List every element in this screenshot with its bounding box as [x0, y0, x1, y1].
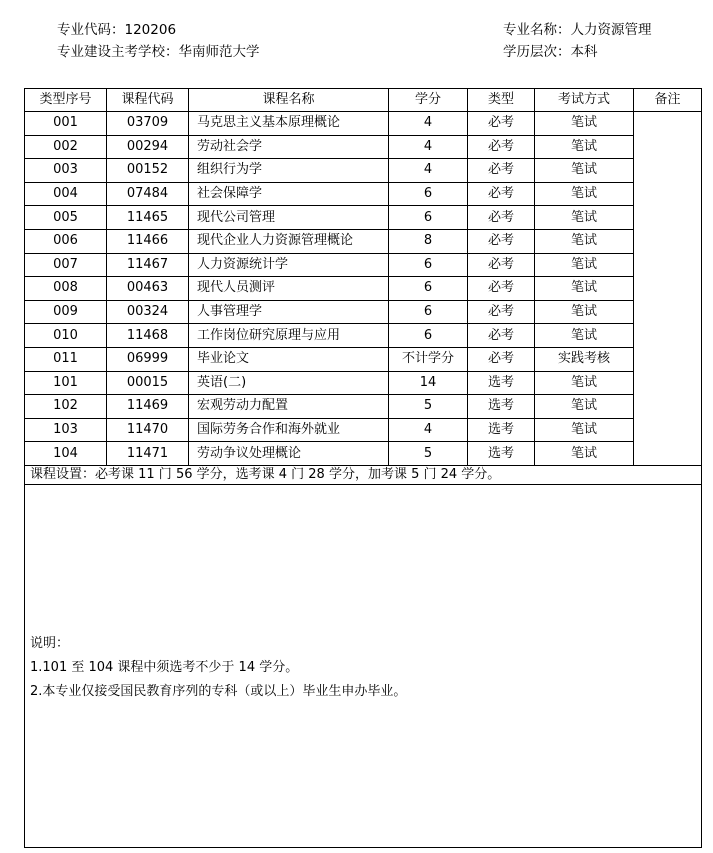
course-type: 必考 [468, 135, 535, 159]
col-header-remark: 备注 [634, 89, 702, 112]
course-seq: 001 [25, 112, 107, 136]
course-exam: 笔试 [535, 135, 634, 159]
course-code: 11468 [107, 324, 189, 348]
course-name: 国际劳务合作和海外就业 [189, 418, 389, 442]
course-type: 必考 [468, 347, 535, 371]
course-credit: 6 [389, 300, 468, 324]
course-credit: 不计学分 [389, 347, 468, 371]
course-code: 00294 [107, 135, 189, 159]
course-credit: 5 [389, 395, 468, 419]
course-credit: 6 [389, 182, 468, 206]
table-row [25, 347, 702, 371]
course-code: 11466 [107, 229, 189, 253]
note-item: 1.101 至 104 课程中须选考不少于 14 学分。 [30, 659, 299, 675]
course-name: 毕业论文 [189, 347, 389, 371]
col-header-code: 课程代码 [107, 89, 189, 112]
course-code: 11465 [107, 206, 189, 230]
notes-title: 说明： [30, 635, 70, 651]
table-row [25, 371, 702, 395]
education-level [503, 43, 598, 61]
course-code: 11471 [107, 442, 189, 466]
major-code [57, 21, 176, 39]
course-name: 宏观劳动力配置 [189, 395, 389, 419]
course-credit: 4 [389, 112, 468, 136]
course-code: 00324 [107, 300, 189, 324]
major-name [503, 21, 652, 39]
course-credit: 8 [389, 229, 468, 253]
host-school [57, 43, 260, 61]
col-header-name: 课程名称 [189, 89, 389, 112]
course-type: 选考 [468, 418, 535, 442]
education-level-label: 学历层次： [503, 44, 571, 60]
table-row [25, 253, 702, 277]
course-name: 组织行为学 [189, 159, 389, 183]
major-code-label: 专业代码： [57, 22, 125, 38]
col-header-seq: 类型序号 [25, 89, 107, 112]
course-seq: 003 [25, 159, 107, 183]
course-seq: 007 [25, 253, 107, 277]
course-name: 人事管理学 [189, 300, 389, 324]
major-code-value: 120206 [124, 22, 177, 38]
course-credit: 6 [389, 206, 468, 230]
course-credit: 6 [389, 253, 468, 277]
course-type: 选考 [468, 371, 535, 395]
table-row [25, 159, 702, 183]
course-exam: 笔试 [535, 206, 634, 230]
course-seq: 009 [25, 300, 107, 324]
table-row [25, 418, 702, 442]
course-exam: 笔试 [535, 418, 634, 442]
table-header-row [25, 89, 702, 112]
course-code: 11469 [107, 395, 189, 419]
course-code: 06999 [107, 347, 189, 371]
course-code: 03709 [107, 112, 189, 136]
table-row [25, 324, 702, 348]
course-credit: 14 [389, 371, 468, 395]
course-seq: 011 [25, 347, 107, 371]
course-name: 马克思主义基本原理概论 [189, 112, 389, 136]
course-exam: 笔试 [535, 371, 634, 395]
course-name: 现代公司管理 [189, 206, 389, 230]
course-name: 现代企业人力资源管理概论 [189, 229, 389, 253]
course-name: 人力资源统计学 [189, 253, 389, 277]
course-name: 工作岗位研究原理与应用 [189, 324, 389, 348]
course-credit: 6 [389, 277, 468, 301]
col-header-type: 类型 [468, 89, 535, 112]
course-setup-row [25, 465, 702, 484]
col-header-credit: 学分 [389, 89, 468, 112]
course-code: 11470 [107, 418, 189, 442]
course-seq: 002 [25, 135, 107, 159]
host-school-label: 专业建设主考学校： [57, 44, 179, 60]
course-code: 11467 [107, 253, 189, 277]
course-name: 劳动社会学 [189, 135, 389, 159]
education-level-value: 本科 [570, 44, 598, 60]
table-row [25, 300, 702, 324]
course-type: 必考 [468, 324, 535, 348]
course-type: 必考 [468, 182, 535, 206]
host-school-value: 华南师范大学 [178, 44, 260, 60]
course-seq: 010 [25, 324, 107, 348]
major-name-label: 专业名称： [503, 22, 571, 38]
course-seq: 101 [25, 371, 107, 395]
course-credit: 4 [389, 159, 468, 183]
note-item: 2.本专业仅接受国民教育序列的专科（或以上）毕业生申办毕业。 [30, 683, 407, 699]
notes-cell [25, 484, 702, 847]
course-seq: 104 [25, 442, 107, 466]
table-row [25, 277, 702, 301]
table-row [25, 182, 702, 206]
course-type: 必考 [468, 300, 535, 324]
course-exam: 笔试 [535, 112, 634, 136]
course-type: 必考 [468, 112, 535, 136]
course-type: 必考 [468, 206, 535, 230]
table-row [25, 442, 702, 466]
course-credit: 5 [389, 442, 468, 466]
col-header-exam: 考试方式 [535, 89, 634, 112]
course-exam: 笔试 [535, 229, 634, 253]
course-exam: 笔试 [535, 442, 634, 466]
course-seq: 004 [25, 182, 107, 206]
course-exam: 笔试 [535, 182, 634, 206]
course-type: 必考 [468, 277, 535, 301]
course-seq: 006 [25, 229, 107, 253]
course-exam: 笔试 [535, 159, 634, 183]
course-type: 必考 [468, 229, 535, 253]
remark-cell [634, 112, 702, 466]
table-row [25, 135, 702, 159]
course-code: 00015 [107, 371, 189, 395]
course-type: 必考 [468, 159, 535, 183]
course-code: 07484 [107, 182, 189, 206]
course-setup-text: 课程设置：必考课 11 门 56 学分，选考课 4 门 28 学分，加考课 5 门 24 学分。 [25, 465, 702, 484]
course-exam: 笔试 [535, 253, 634, 277]
course-table [24, 88, 702, 848]
course-code: 00152 [107, 159, 189, 183]
course-name: 英语(二) [189, 371, 389, 395]
course-exam: 笔试 [535, 395, 634, 419]
course-credit: 4 [389, 418, 468, 442]
course-seq: 102 [25, 395, 107, 419]
major-name-value: 人力资源管理 [570, 22, 652, 38]
course-exam: 笔试 [535, 277, 634, 301]
course-credit: 6 [389, 324, 468, 348]
table-row [25, 206, 702, 230]
course-seq: 008 [25, 277, 107, 301]
course-type: 必考 [468, 253, 535, 277]
table-row [25, 112, 702, 136]
course-name: 社会保障学 [189, 182, 389, 206]
notes-row [25, 484, 702, 847]
course-exam: 实践考核 [535, 347, 634, 371]
course-credit: 4 [389, 135, 468, 159]
course-exam: 笔试 [535, 324, 634, 348]
course-type: 选考 [468, 442, 535, 466]
table-row [25, 395, 702, 419]
notes [30, 632, 406, 704]
course-name: 现代人员测评 [189, 277, 389, 301]
course-type: 选考 [468, 395, 535, 419]
course-seq: 103 [25, 418, 107, 442]
course-seq: 005 [25, 206, 107, 230]
course-name: 劳动争议处理概论 [189, 442, 389, 466]
course-exam: 笔试 [535, 300, 634, 324]
course-code: 00463 [107, 277, 189, 301]
table-row [25, 229, 702, 253]
